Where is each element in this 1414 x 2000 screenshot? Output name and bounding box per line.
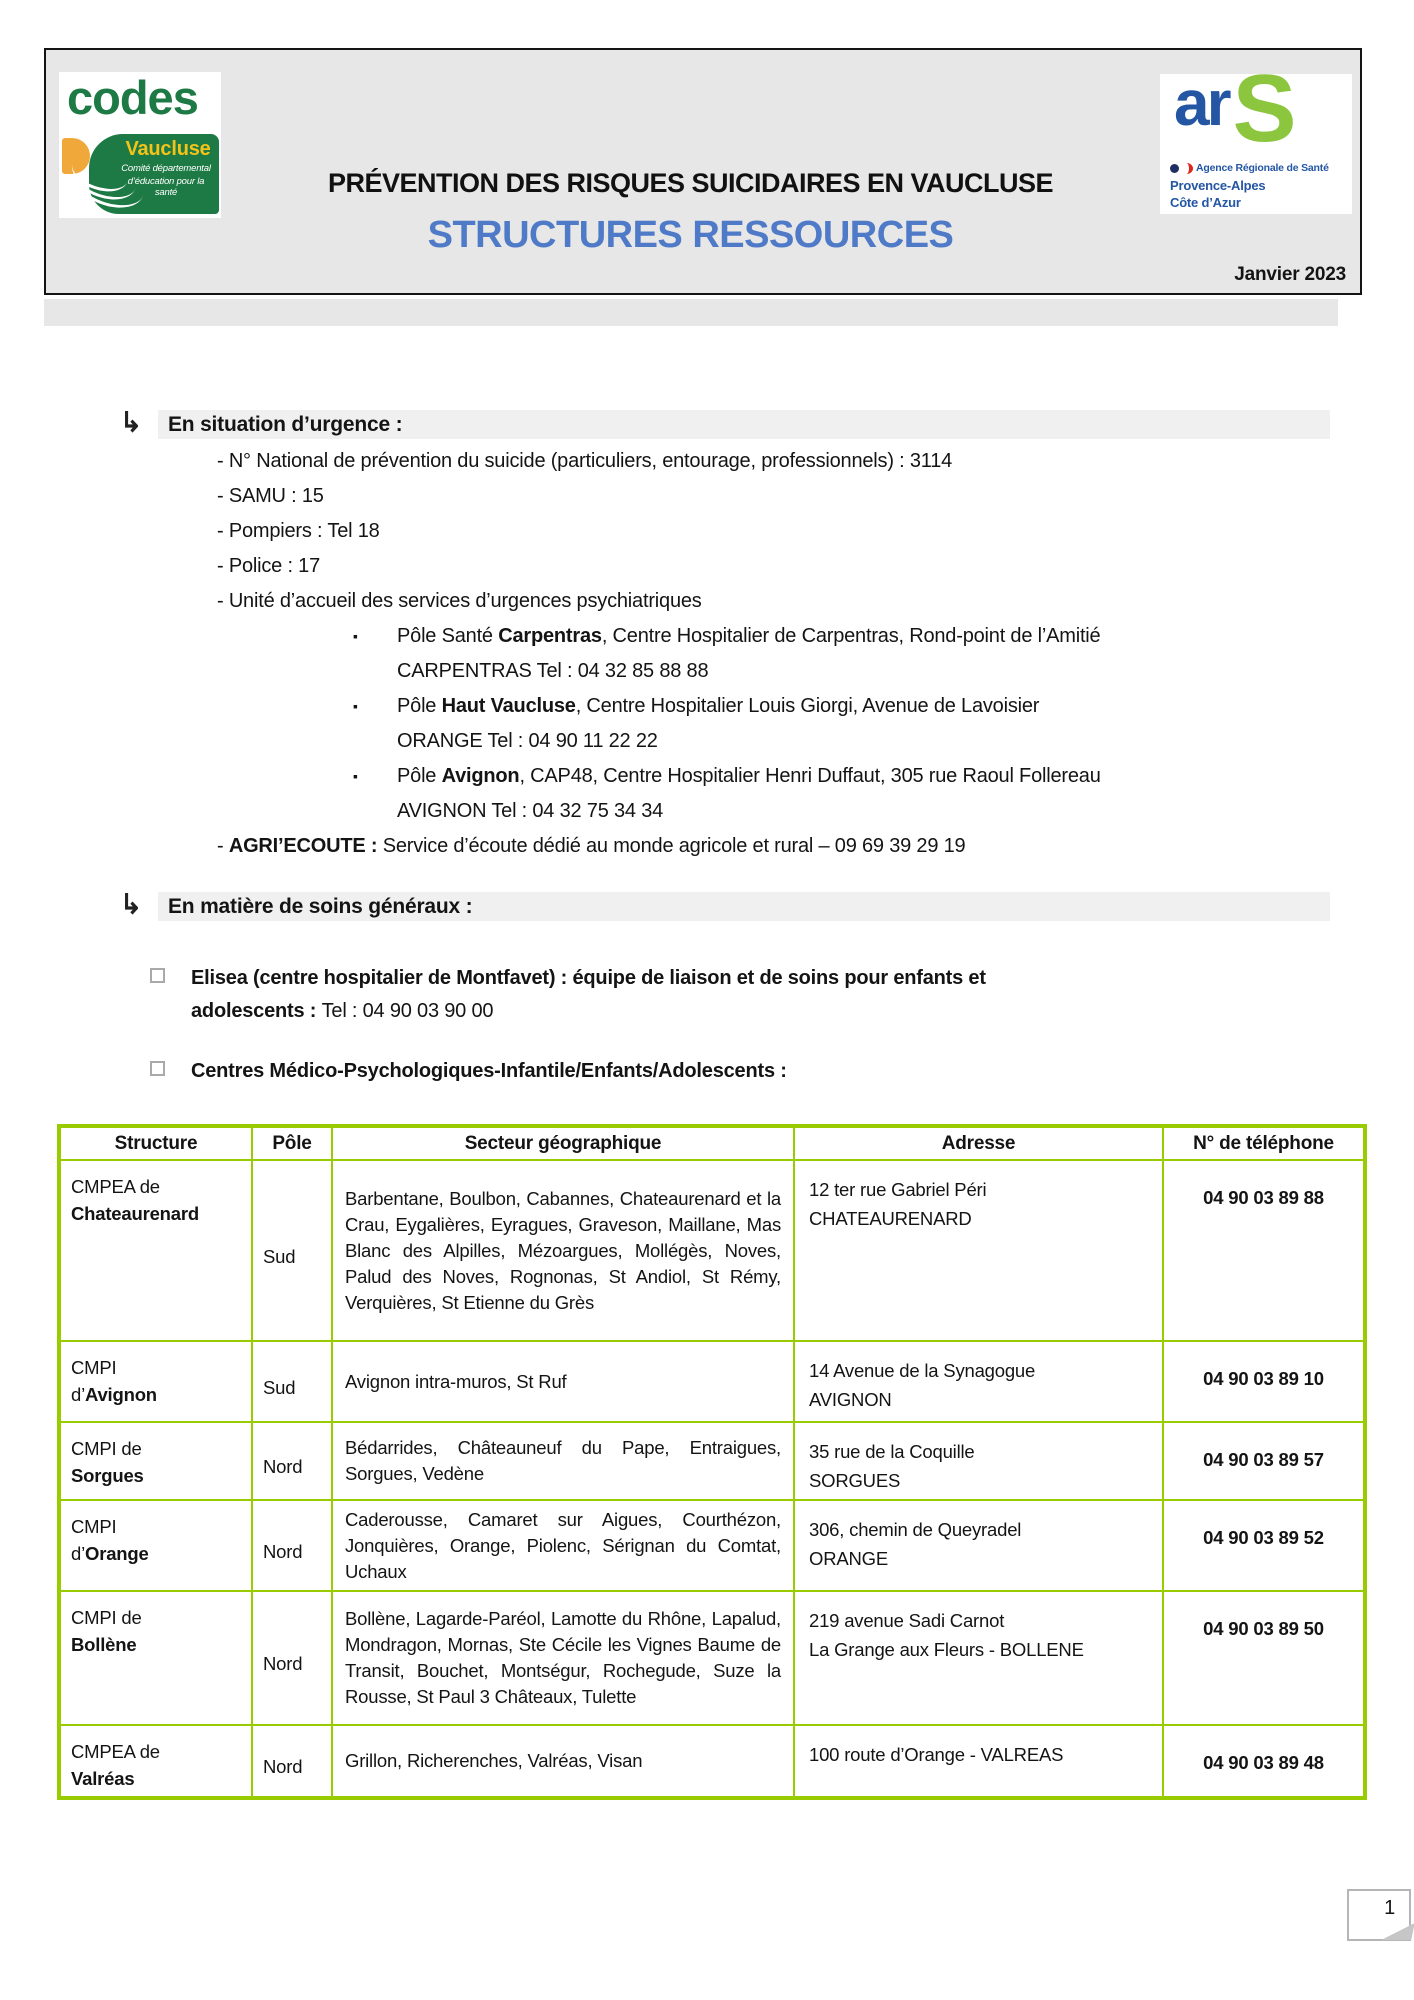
list-item-pole-avignon <box>339 759 1357 829</box>
publication-date: Janvier 2023 <box>1234 264 1346 285</box>
pole-carpentras-line1: Pôle Santé Carpentras, Centre Hospitalier de Carpentras, Rond-point de l’Amitié <box>397 625 1101 647</box>
list-item-pole-carpentras <box>339 619 1357 689</box>
bent-arrow-icon: ↳ <box>120 888 142 920</box>
ars-logo <box>1160 74 1352 214</box>
cell-secteur: Bollène, Lagarde-Paréol, Lamotte du Rhône, Lapalud, Mondragon, Mornas, Ste Cécile les Vignes Baume de Transit, Bouchet, Montségur, Rochegude, Suze la Rousse, St Paul 3 Châteaux, Tulette <box>332 1591 794 1725</box>
table-row <box>59 1725 1365 1798</box>
header-titles <box>256 170 1125 257</box>
ars-blue-dot-icon <box>1170 164 1179 173</box>
section-heading-urgence-label: En situation d’urgence : <box>168 413 403 436</box>
page-fold-icon <box>1381 1923 1414 1940</box>
ars-logo-s: S <box>1232 74 1297 162</box>
pole-avignon-line2: AVIGNON Tel : 04 32 75 34 34 <box>397 800 664 822</box>
cell-secteur: Barbentane, Boulbon, Cabannes, Chateaurenard et la Crau, Eygalières, Eyragues, Graveson, Maillane, Mas Blanc des Alpilles, Mézoargues, Mollégès, Noves, Palud des Noves, Rognonas, St Andiol, St Rémy, Verquières, St Etienne du Grès <box>332 1160 794 1341</box>
cell-secteur: Grillon, Richerenches, Valréas, Visan <box>332 1725 794 1798</box>
pole-haut-vaucluse-line2: ORANGE Tel : 04 90 11 22 22 <box>397 730 658 752</box>
codes-logo-region: Vaucluse <box>125 138 211 160</box>
elisea-item <box>150 962 1250 1028</box>
pole-avignon-line1: Pôle Avignon, CAP48, Centre Hospitalier Henri Duffaut, 305 rue Raoul Follereau <box>397 765 1101 787</box>
cell-pole: Nord <box>252 1725 332 1798</box>
section-heading-soins-label: En matière de soins généraux : <box>168 895 473 918</box>
pole-carpentras-line2: CARPENTRAS Tel : 04 32 85 88 88 <box>397 660 709 682</box>
cell-secteur: Caderousse, Camaret sur Aigues, Courthézon, Jonquières, Orange, Piolenc, Sérignan du Comtat, Uchaux <box>332 1500 794 1591</box>
col-header-telephone: N° de téléphone <box>1163 1126 1365 1160</box>
list-item-pole-haut-vaucluse <box>339 689 1357 759</box>
elisea-line1: Elisea (centre hospitalier de Montfavet) : équipe de liaison et de soins pour enfants et <box>191 967 986 989</box>
col-header-secteur: Secteur géographique <box>332 1126 794 1160</box>
codes-logo-wordmark: codes <box>67 72 198 124</box>
table-row <box>59 1591 1365 1725</box>
ars-logo-mark-row <box>1170 162 1329 174</box>
col-header-structure: Structure <box>59 1126 252 1160</box>
ars-logo-ar: ar <box>1174 74 1229 139</box>
cell-adresse: 12 ter rue Gabriel Péri CHATEAURENARD <box>794 1160 1163 1341</box>
square-bullet-icon: ▪ <box>353 768 358 784</box>
table-header-row <box>59 1126 1365 1160</box>
header-gray-strip <box>44 299 1338 326</box>
cell-pole: Nord <box>252 1591 332 1725</box>
cell-adresse: 219 avenue Sadi Carnot La Grange aux Fleurs - BOLLENE <box>794 1591 1163 1725</box>
page-number-box <box>1347 1889 1411 1941</box>
urgence-item-unite-accueil: - Unité d’accueil des services d’urgences psychiatriques <box>217 590 702 612</box>
cell-adresse: 306, chemin de Queyradel ORANGE <box>794 1500 1163 1591</box>
structures-table <box>57 1124 1367 1800</box>
cmp-heading-item <box>150 1060 1300 1083</box>
cell-secteur: Bédarrides, Châteauneuf du Pape, Entraigues, Sorgues, Vedène <box>332 1422 794 1500</box>
cell-phone: 04 90 03 89 88 <box>1163 1160 1365 1341</box>
cell-secteur: Avignon intra-muros, St Ruf <box>332 1341 794 1422</box>
cell-structure: CMPI d’Orange <box>59 1500 252 1591</box>
empty-checkbox-icon <box>150 1061 165 1076</box>
section-heading-soins <box>120 888 1330 921</box>
cell-adresse: 14 Avenue de la Synagogue AVIGNON <box>794 1341 1163 1422</box>
table-row <box>59 1341 1365 1422</box>
cell-structure: CMPEA de Valréas <box>59 1725 252 1798</box>
cell-structure: CMPI de Bollène <box>59 1591 252 1725</box>
codes-vaucluse-logo <box>59 72 221 218</box>
urgence-item-pompiers: - Pompiers : Tel 18 <box>217 520 380 542</box>
cmp-heading-label: Centres Médico-Psychologiques-Infantile/Enfants/Adolescents : <box>191 1060 787 1082</box>
table-row <box>59 1160 1365 1341</box>
cell-adresse: 35 rue de la Coquille SORGUES <box>794 1422 1163 1500</box>
table-row <box>59 1422 1365 1500</box>
cell-pole: Sud <box>252 1160 332 1341</box>
urgence-item-police: - Police : 17 <box>217 555 321 577</box>
urgence-item-samu: - SAMU : 15 <box>217 485 324 507</box>
codes-logo-tagline-2: d’éducation pour la santé <box>127 176 205 198</box>
col-header-adresse: Adresse <box>794 1126 1163 1160</box>
urgence-list <box>217 444 1357 864</box>
document-title: PRÉVENTION DES RISQUES SUICIDAIRES EN VAUCLUSE <box>327 168 1054 198</box>
ars-logo-letters <box>1174 74 1297 162</box>
cell-phone: 04 90 03 89 50 <box>1163 1591 1365 1725</box>
elisea-text <box>191 962 986 1028</box>
urgence-item-3114: - N° National de prévention du suicide (particuliers, entourage, professionnels) : 3114 <box>217 450 953 472</box>
cell-pole: Sud <box>252 1341 332 1422</box>
ars-red-crescent-icon <box>1180 163 1193 174</box>
ars-region-line-2: Côte d’Azur <box>1170 195 1241 210</box>
cell-phone: 04 90 03 89 52 <box>1163 1500 1365 1591</box>
codes-logo-tagline-1: Comité départemental <box>121 163 211 174</box>
codes-logo-green-shape <box>89 134 219 214</box>
section-heading-urgence <box>120 406 1330 439</box>
cell-pole: Nord <box>252 1422 332 1500</box>
header-banner <box>44 48 1362 295</box>
cell-phone: 04 90 03 89 57 <box>1163 1422 1365 1500</box>
page-number: 1 <box>1384 1897 1395 1919</box>
pole-haut-vaucluse-line1: Pôle Haut Vaucluse, Centre Hospitalier Louis Giorgi, Avenue de Lavoisier <box>397 695 1040 717</box>
ars-region-line-1: Provence-Alpes <box>1170 178 1266 193</box>
square-bullet-icon: ▪ <box>353 698 358 714</box>
table-row <box>59 1500 1365 1591</box>
cell-structure: CMPEA de Chateaurenard <box>59 1160 252 1341</box>
cell-adresse: 100 route d’Orange - VALREAS <box>794 1725 1163 1798</box>
pole-list <box>339 619 1357 829</box>
bent-arrow-icon: ↳ <box>120 406 142 438</box>
urgence-item-agriecoute: - AGRI’ECOUTE : Service d’écoute dédié au monde agricole et rural – 09 69 39 29 19 <box>217 835 966 857</box>
elisea-line2: adolescents : Tel : 04 90 03 90 00 <box>191 1000 494 1022</box>
empty-checkbox-icon <box>150 968 165 983</box>
ars-agency-name: Agence Régionale de Santé <box>1196 162 1329 174</box>
square-bullet-icon: ▪ <box>353 628 358 644</box>
document-subtitle: STRUCTURES RESSOURCES <box>427 214 954 256</box>
cell-pole: Nord <box>252 1500 332 1591</box>
col-header-pole: Pôle <box>252 1126 332 1160</box>
cell-phone: 04 90 03 89 10 <box>1163 1341 1365 1422</box>
cell-structure: CMPI d’Avignon <box>59 1341 252 1422</box>
cell-phone: 04 90 03 89 48 <box>1163 1725 1365 1798</box>
cell-structure: CMPI de Sorgues <box>59 1422 252 1500</box>
